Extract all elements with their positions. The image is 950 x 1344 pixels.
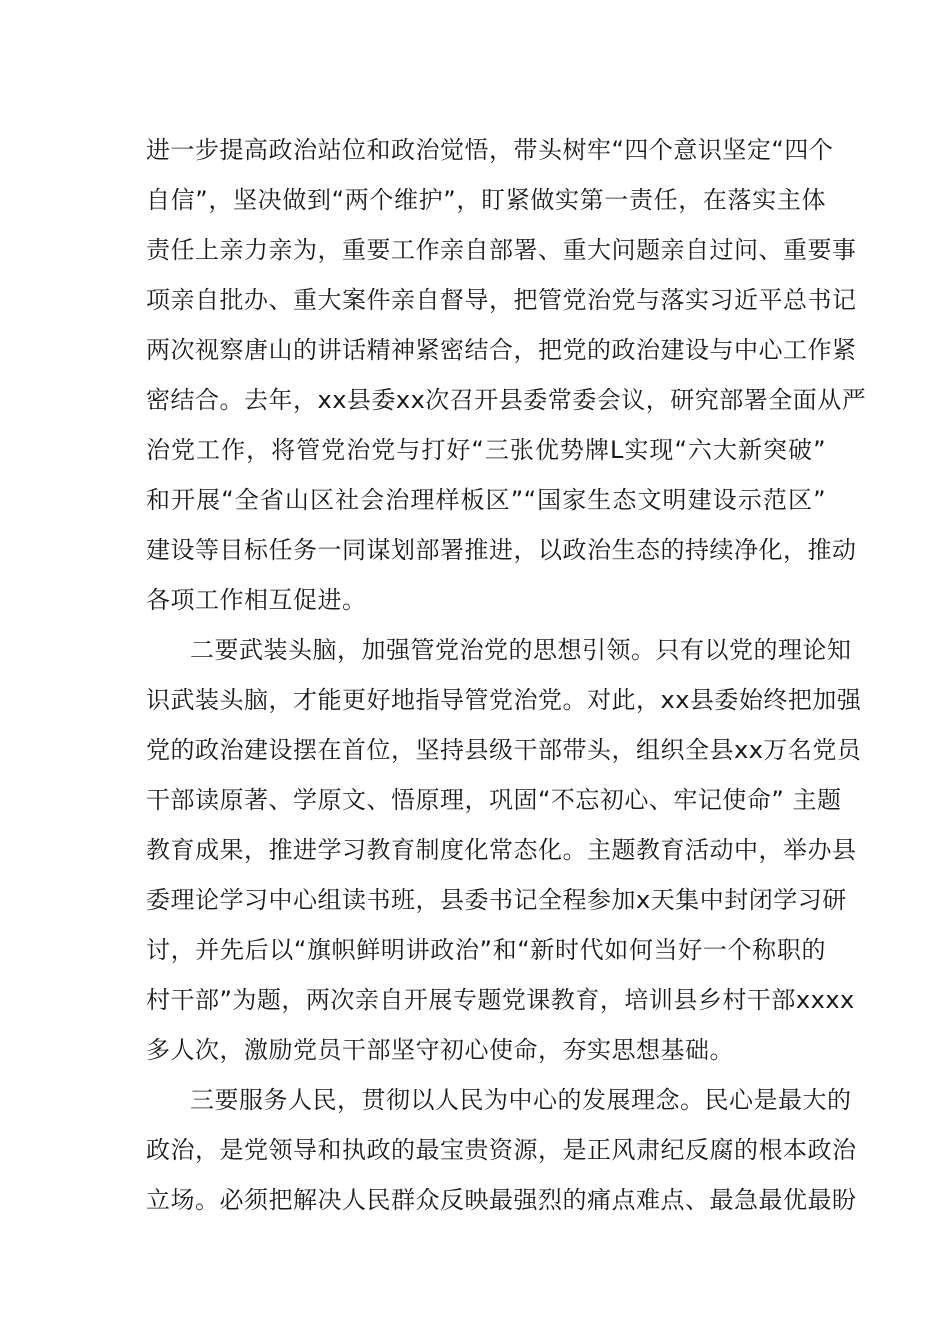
text-line: 建设等目标任务一同谋划部署推进，以政治生态的持续净化，推动 — [146, 536, 857, 564]
text-line: 和开展“全省山区社会治理样板区”“国家生态文明建设示范区” — [146, 486, 826, 514]
text-line: 自信”，坚决做到“两个维护”，盯紧做实第一责任，在落实主体 — [146, 186, 826, 214]
text-line: 进一步提高政治站位和政治觉悟，带头树牢“四个意识坚定“四个 — [146, 136, 834, 164]
text-line: 责任上亲力亲为，重要工作亲自部署、重大问题亲自过问、重要事 — [146, 236, 857, 264]
text-line: 村干部”为题，两次亲自开展专题党课教育，培训县乡村干部xxxx — [146, 986, 855, 1014]
text-line: 多人次，激励党员干部坚守初心使命，夯实思想基础。 — [146, 1036, 734, 1064]
text-line: 委理论学习中心组读书班，县委书记全程参加x天集中封闭学习研 — [146, 886, 847, 914]
text-line: 项亲自批办、重大案件亲自督导，把管党治党与落实习近平总书记 — [146, 286, 857, 314]
text-line: 政治，是党领导和执政的最宝贵资源，是正风肃纪反腐的根本政治 — [146, 1136, 857, 1164]
text-line: 干部读原著、学原文、悟原理，巩固“不忘初心、牢记使命” 主题 — [146, 786, 842, 814]
text-line: 两次视察唐山的讲话精神紧密结合，把党的政治建设与中心工作紧 — [146, 336, 857, 364]
text-line: 识武装头脑，才能更好地指导管党治党。对此，xx县委始终把加强 — [146, 686, 862, 714]
text-line: 各项工作相互促进。 — [146, 586, 367, 614]
text-line: 讨，并先后以“旗帜鲜明讲政治”和“新时代如何当好一个称职的 — [146, 936, 826, 964]
text-line: 教育成果，推进学习教育制度化常态化。主题教育活动中，举办县 — [146, 836, 857, 864]
text-line: 密结合。去年，xx县委xx次召开县委常委会议，研究部署全面从严 — [146, 386, 867, 414]
paragraph-start-line: 三要服务人民，贯彻以人民为中心的发展理念。民心是最大的 — [190, 1086, 852, 1114]
paragraph-start-line: 二要武装头脑，加强管党治党的思想引领。只有以党的理论知 — [190, 636, 852, 664]
text-line: 治党工作，将管党治党与打好“三张优势牌L实现“六大新突破” — [146, 436, 826, 464]
text-line: 党的政治建设摆在首位，坚持县级干部带头，组织全县xx万名党员 — [146, 736, 862, 764]
text-line: 立场。必须把解决人民群众反映最强烈的痛点难点、最急最优最盼 — [146, 1186, 857, 1214]
